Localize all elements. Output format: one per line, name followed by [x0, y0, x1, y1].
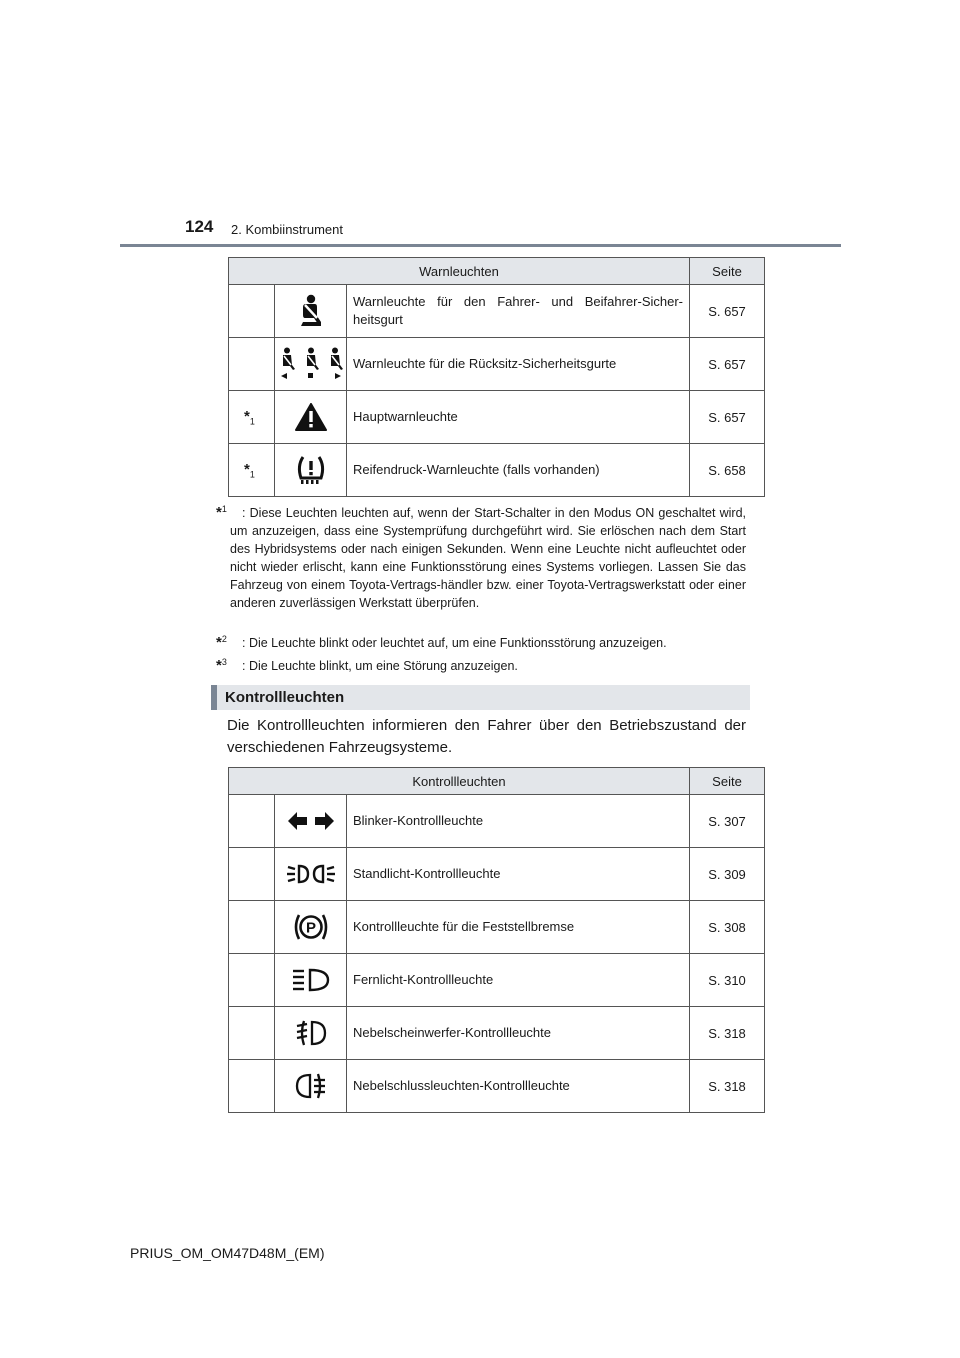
marker-cell: [229, 338, 275, 391]
warning-lights-table: [228, 257, 765, 497]
row-page: S. 657: [690, 338, 765, 391]
parking-brake-icon: [292, 912, 330, 942]
marker-cell: [229, 444, 275, 497]
section-heading: Kontrollleuchten: [225, 689, 345, 706]
marker-cell: [229, 848, 275, 901]
icon-cell: [275, 444, 347, 497]
header-rule: [120, 244, 841, 247]
row-text: Standlicht-Kontrollleuchte: [347, 848, 690, 901]
row-page: S. 310: [690, 954, 765, 1007]
footnote-marker: $*_1$: [244, 460, 255, 480]
icon-cell: [275, 1007, 347, 1060]
master-warning-icon: [295, 403, 327, 431]
table-row: [229, 444, 765, 497]
icon-cell: [275, 901, 347, 954]
table-row: [229, 338, 765, 391]
page-number: 124: [185, 217, 214, 236]
table-row: [229, 901, 765, 954]
svg-text:P: P: [305, 919, 316, 937]
marker-cell: [229, 795, 275, 848]
row-page: S. 307: [690, 795, 765, 848]
icon-cell: [275, 954, 347, 1007]
col-header-seite: Seite: [690, 768, 765, 795]
row-page: S. 318: [690, 1007, 765, 1060]
high-beam-icon: [291, 967, 331, 993]
tail-light-icon: [286, 862, 336, 886]
table-row: [229, 848, 765, 901]
row-text: Nebelschlussleuchten-Kontrollleuchte: [347, 1060, 690, 1113]
rear-seatbelt-warning-icon: [278, 347, 344, 381]
marker-cell: [229, 391, 275, 444]
marker-cell: [229, 954, 275, 1007]
intro-paragraph: Die Kontrollleuchten informieren den Fahrer über den Betriebszustand der verschiedenen Fahrzeugsysteme.: [227, 717, 746, 756]
section-heading-bar: [211, 685, 750, 710]
table-row: [229, 1060, 765, 1113]
row-page: S. 308: [690, 901, 765, 954]
table-row: [229, 1007, 765, 1060]
row-text: Kontrollleuchte für die Feststellbremse: [347, 901, 690, 954]
footnote-marker: $*_1$: [244, 407, 255, 427]
marker-cell: [229, 285, 275, 338]
icon-cell: [275, 848, 347, 901]
marker-cell: [229, 1007, 275, 1060]
document-code: PRIUS_OM_OM47D48M_(EM): [130, 1245, 325, 1261]
row-text: Warnleuchte für den Fahrer- und Beifahrer-Sicher-heitsgurt: [347, 285, 690, 338]
col-header-seite: Seite: [690, 258, 765, 285]
icon-cell: [275, 795, 347, 848]
table-row: [229, 954, 765, 1007]
marker-cell: [229, 901, 275, 954]
row-text: Warnleuchte für die Rücksitz-Sicherheitsgurte: [347, 338, 690, 391]
footnote-1: *$^1$ : Diese Leuchten leuchten auf, wenn der Start-Schalter in den Modus ON geschaltet wird, um anzuzeigen, dass eine Systemprüfung durchgeführt wird. Sie erlöschen nach dem Start des Hybridsystems oder nach einigen Sekunden. Wenn eine Leuchte nicht aufleuchtet oder nicht wieder erlischt, kann eine Funktionsstörung eines Systems vorliegen. Lassen Sie das Fahrzeug von einem Toyota-Vertrags-händler bzw. einer Toyota-Vertragswerkstatt oder einer anderen zuverlässigen Werkstatt überprüfen.: [216, 504, 746, 611]
row-text: Hauptwarnleuchte: [347, 391, 690, 444]
icon-cell: [275, 338, 347, 391]
row-text: Fernlicht-Kontrollleuchte: [347, 954, 690, 1007]
col-header-kontrollleuchten: Kontrollleuchten: [229, 768, 690, 795]
footnote-2: *$^2$ : Die Leuchte blinkt oder leuchtet auf, um eine Funktionsstörung anzuzeigen.: [216, 634, 667, 652]
row-page: S. 657: [690, 391, 765, 444]
indicator-lights-table: [228, 767, 765, 1113]
table-row: [229, 391, 765, 444]
rear-fog-light-icon: [295, 1072, 327, 1100]
row-page: S. 318: [690, 1060, 765, 1113]
tire-pressure-warning-icon: [294, 454, 328, 486]
row-text: Nebelscheinwerfer-Kontrollleuchte: [347, 1007, 690, 1060]
row-page: S. 658: [690, 444, 765, 497]
marker-cell: [229, 1060, 275, 1113]
section-title: 2. Kombiinstrument: [231, 222, 343, 237]
row-page: S. 657: [690, 285, 765, 338]
icon-cell: [275, 1060, 347, 1113]
row-page: S. 309: [690, 848, 765, 901]
row-text: Reifendruck-Warnleuchte (falls vorhanden): [347, 444, 690, 497]
seatbelt-warning-icon: [297, 294, 325, 328]
icon-cell: [275, 285, 347, 338]
icon-cell: [275, 391, 347, 444]
footnote-3: *$^3$ : Die Leuchte blinkt, um eine Störung anzuzeigen.: [216, 657, 518, 675]
row-text: Blinker-Kontrollleuchte: [347, 795, 690, 848]
table-row: [229, 795, 765, 848]
turn-signal-icon: [286, 810, 336, 832]
col-header-warnleuchten: Warnleuchten: [229, 258, 690, 285]
heading-accent: [211, 685, 217, 710]
table-row: [229, 285, 765, 338]
front-fog-light-icon: [295, 1019, 327, 1047]
